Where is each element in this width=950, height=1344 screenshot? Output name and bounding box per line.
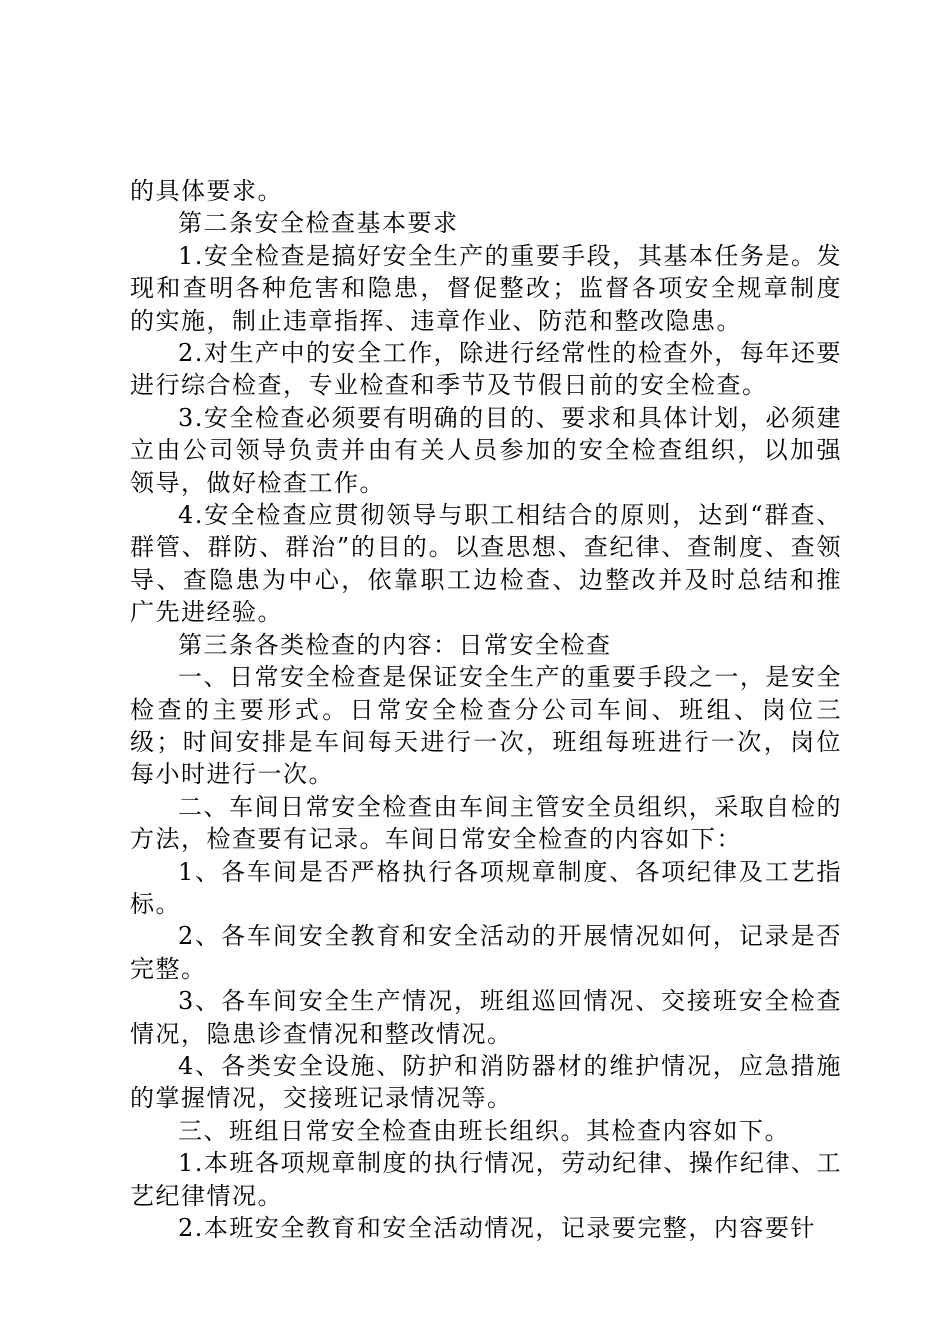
paragraph-workshop-item-2: 2、各车间安全教育和安全活动的开展情况如何，记录是否完整。: [130, 922, 842, 983]
paragraph-item-1: 1.安全检查是搞好安全生产的重要手段，其基本任务是。发现和查明各种危害和隐患，督促整改；监督各项安全规章制度的实施，制止违章指挥、违章作业、防范和整改隐患。: [130, 241, 842, 335]
paragraph-continuation: 的具体要求。: [130, 177, 283, 205]
section-heading-article-3: 第三条各类检查的内容：日常安全检查: [178, 630, 612, 659]
paragraph-team-item-2: 2.本班安全教育和安全活动情况，记录要完整，内容要针: [178, 1214, 816, 1242]
section-heading-article-2: 第二条安全检查基本要求: [178, 209, 459, 238]
paragraph-workshop-item-3: 3、各车间安全生产情况，班组巡回情况、交接班安全检查情况，隐患诊查情况和整改情况。: [130, 987, 842, 1048]
paragraph-daily-check-1: 一、日常安全检查是保证安全生产的重要手段之一，是安全检查的主要形式。日常安全检查分公司车间、班组、岗位三级；时间安排是车间每天进行一次，班组每班进行一次，岗位每小时进行一次。: [130, 663, 842, 789]
paragraph-workshop-item-4: 4、各类安全设施、防护和消防器材的维护情况，应急措施的掌握情况，交接班记录情况等。: [130, 1051, 842, 1113]
paragraph-workshop-item-1: 1、各车间是否严格执行各项规章制度、各项纪律及工艺指标。: [130, 857, 842, 918]
paragraph-team-item-1: 1.本班各项规章制度的执行情况，劳动纪律、操作纪律、工艺纪律情况。: [130, 1149, 842, 1210]
document-body: [130, 175, 842, 1244]
paragraph-item-4: 4.安全检查应贯彻领导与职工相结合的原则，达到“群查、群管、群防、群治”的目的。以查思想、查纪律、查制度、查领导、查隐患为中心，依靠职工边检查、边整改并及时总结和推广先进经验。: [130, 501, 842, 627]
paragraph-item-2: 2.对生产中的安全工作，除进行经常性的检查外，每年还要进行综合检查，专业检查和季节及节假日前的安全检查。: [130, 339, 842, 400]
paragraph-item-3: 3.安全检查必须要有明确的目的、要求和具体计划，必须建立由公司领导负责并由有关人员参加的安全检查组织，以加强领导，做好检查工作。: [130, 403, 842, 497]
paragraph-daily-check-2: 二、车间日常安全检查由车间主管安全员组织，采取自检的方法，检查要有记录。车间日常安全检查的内容如下：: [130, 792, 842, 854]
paragraph-daily-check-3: 三、班组日常安全检查由班长组织。其检查内容如下。: [178, 1116, 790, 1145]
